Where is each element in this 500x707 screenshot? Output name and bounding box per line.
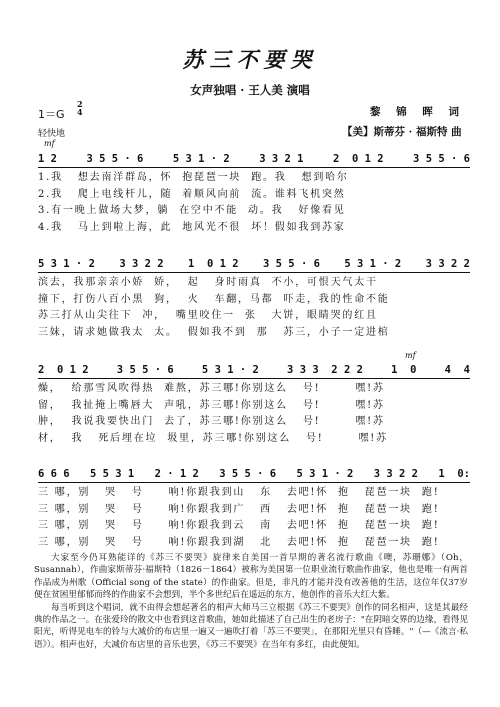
lyric-verse-3: 三 哪，别 哭 号 响!你跟我到云 南 去吧!怀 抱 琵琶一块 跑!: [38, 520, 440, 531]
lyric-verse-4: 材， 我 死后埋在垃 圾里，苏三哪!你别这么 号! 嘿!苏: [38, 432, 388, 444]
lyricist-credit: 黎 锦 晖 词: [370, 106, 465, 118]
lyric-verse-2: 2.我 爬上电线杆儿，随 着顺风向前 流。谁料飞机突然: [38, 188, 346, 200]
lyric-verse-4: 三 哪，别 哭 号 响!你跟我到湖 北 去吧!怀 抱 琵琶一块 跑!: [38, 536, 440, 548]
measure: 3 3 2 1: [259, 153, 304, 165]
lyric-verse-1: 燥， 给那雪风吹得热 难熬，苏三哪!你别这么 号! 嘿!苏: [38, 383, 385, 394]
composer-credit: 【美】斯蒂芬 · 福斯特 曲: [342, 126, 462, 138]
measure: 5 3 1 · 2: [38, 258, 95, 270]
lyric-verse-2: 撞下，打伤八百小黑 狗， 火 车翻，马都 吓走，我的性命不能: [38, 293, 390, 305]
meter-top: 2: [77, 99, 83, 109]
time-signature: [77, 100, 83, 116]
lyric-verse-3: 苏三打从山尖往下 冲， 嘴里咬住一 张 大饼，眼睛哭的红且: [38, 310, 378, 321]
lyric-verse-3: 肿， 我说我要快出门 去了，苏三哪!你别这么 号! 嘿!苏: [38, 416, 385, 427]
beam-underline: [38, 167, 470, 168]
meter-bottom: 4: [77, 107, 83, 117]
lyric-verse-4: 4.我 马上到啦上海，此 地风光不很 坏！假如我到苏家: [38, 221, 346, 233]
measure: 3 5 5 · 6: [263, 258, 320, 270]
measure: 5 3 1 · 2: [344, 258, 402, 270]
key-signature: 1＝G: [38, 108, 65, 121]
commentary-paragraph: 大家至今仍耳熟能详的《苏三不要哭》旋律来自美国一首早期的著名流行歌曲《噢，苏珊娜》（Oh，Susannah），作曲家斯蒂芬·福斯特（1826－1864）被称为美国第一位职业流行歌曲作曲家，他也是唯一有两首作品成为州歌（Official song of the state）的作曲家。但是，非凡的才能并没有改善他的生活，这位年仅37岁便在贫困里郁郁而终的作曲家不会想到，半个多世纪后在遥远的东方，他创作的音乐大红大紫。: [34, 553, 468, 601]
beam-underline: [38, 482, 470, 483]
measure: 2 · 1 2: [154, 468, 199, 480]
beam-underline: [38, 272, 470, 273]
dynamic-mf: mf: [405, 351, 416, 360]
commentary-text: [34, 552, 468, 651]
measure: 3 3 3 2 2 2: [287, 364, 363, 376]
lyric-verse-3: 3.有一晚上做场大梦，躺 在空中不能 动。我 好像看见: [38, 205, 346, 216]
measure: 3 5 5 · 6: [86, 153, 144, 165]
measure: 1 0 1 2: [188, 258, 239, 270]
lyric-verse-4: 三妹，请求她做我太 太。 假如我不到 那 苏三，小子一定进棺: [38, 326, 390, 338]
commentary-paragraph: 每当听到这个唱词，就不由得会想起著名的相声大师马三立根据《苏三不要哭》创作的同名相声，这是其最经典的作品之一。在张爱玲的散文中也看到这首歌曲，她如此描述了自己出生的老房子："在阴暗交界的边缘，看得见阳光，听得见电车的铃与大减价的布店里一遍又一遍吹打着「苏三不要哭」，在那阳光里只有昏睡。"（—《流言·私语》）。相声也好，大减价布店里的音乐也罢，《苏三不要哭》在当年有多红，由此便知。: [34, 602, 468, 650]
lyrics-block: [38, 170, 470, 236]
measure: 3 5 5 · 6: [116, 364, 174, 376]
measure: 2 0 1 2: [38, 364, 89, 376]
measure: 2 0 1 2: [332, 153, 384, 165]
lyric-verse-2: 留， 我扯掩上嘴唇大 声吼，苏三哪!你别这么 号! 嘿!苏: [38, 399, 385, 411]
notation-line: [38, 468, 470, 480]
lyric-verse-1: 滨去，我那亲亲小娇 娇， 起 身时雨真 不小，可恨天气太干: [38, 277, 378, 288]
notation-line: [38, 258, 470, 270]
measure: 3 3 2 2: [425, 258, 470, 270]
dynamic-mf: mf: [44, 139, 55, 148]
measure: 6 6 6: [38, 468, 70, 480]
song-title: 苏三不要哭: [182, 47, 318, 72]
measure: 1 0:: [438, 468, 470, 480]
tempo-marking: 轻快地: [38, 129, 66, 139]
measure: 1 2: [38, 153, 57, 165]
lyric-verse-1: 1.我 想去南洋群岛，怀 抱琵琶一块 跑。我 想到哈尔: [38, 172, 349, 183]
measure: 4 4: [444, 364, 470, 376]
measure: 3 5 5 · 6: [219, 468, 277, 480]
lyrics-block: [38, 381, 470, 447]
lyric-verse-2: 三 哪，别 哭 号 响!你跟我到广 西 去吧!怀 抱 琵琶一块 跑!: [38, 503, 440, 515]
beam-underline: [38, 378, 470, 379]
measure: 5 3 1 · 2: [296, 468, 354, 480]
measure: 5 5 3 1: [89, 468, 135, 480]
measure: 3 3 2 2: [119, 258, 164, 270]
lyrics-block: [38, 275, 470, 341]
song-subtitle: 女声独唱 · 王人美 演唱: [190, 83, 310, 97]
lyric-verse-1: 三 哪，别 哭 号 响!你跟我到山 东 去吧!怀 抱 琵琶一块 跑!: [38, 487, 440, 498]
measure: 5 3 1 · 2: [172, 153, 230, 165]
notation-line: [38, 364, 470, 376]
lyrics-block: [38, 485, 470, 551]
measure: 1 0: [391, 364, 417, 376]
measure: 3 5 5 · 6: [413, 153, 470, 165]
measure: 3 3 2 2: [373, 468, 419, 480]
measure: 5 3 1 · 2: [201, 364, 259, 376]
notation-line: [38, 153, 470, 165]
